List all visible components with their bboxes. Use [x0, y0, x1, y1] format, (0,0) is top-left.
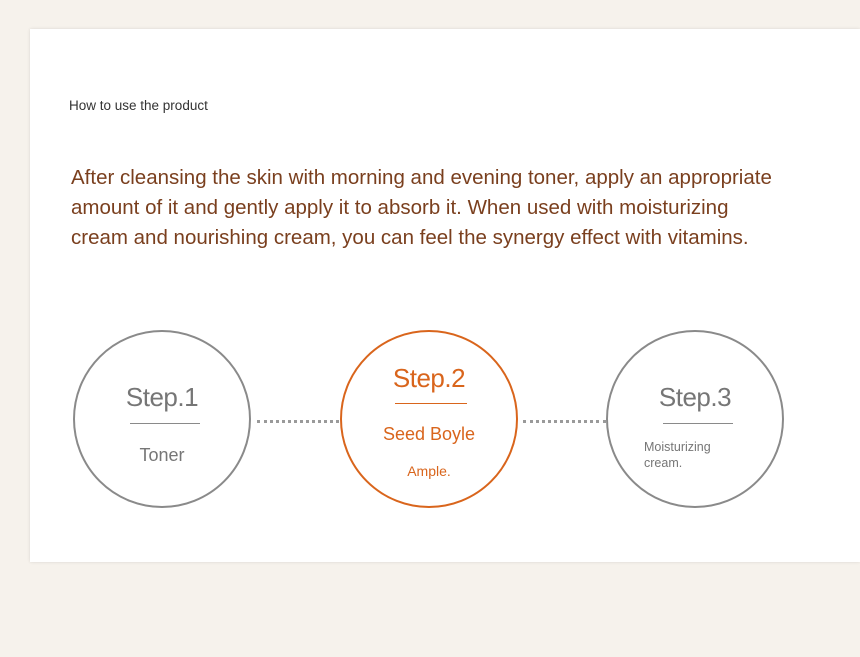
usage-card	[30, 29, 860, 562]
step-2-name: Seed Boyle	[382, 424, 476, 444]
step-1-divider	[130, 423, 200, 424]
section-label: How to use the product	[69, 98, 208, 113]
step-connector-1	[257, 420, 339, 423]
step-3-divider	[663, 423, 733, 424]
usage-description: After cleansing the skin with morning and evening toner, apply an appropriate amount of it and gently apply it to absorb it. When used with moisturizing cream and nourishing cream, you can feel the synergy effect with vitamins.	[71, 166, 772, 249]
step-3-circle	[606, 330, 784, 508]
step-1-circle	[73, 330, 251, 508]
step-3-title: Step.3	[658, 382, 732, 412]
step-1-title: Step.1	[125, 382, 199, 412]
step-connector-2	[523, 420, 606, 423]
step-2-circle	[340, 330, 518, 508]
step-1-name: Toner	[139, 445, 185, 465]
step-2-divider	[395, 403, 467, 404]
step-2-subtitle: Ample.	[407, 463, 451, 479]
step-2-title: Step.2	[392, 363, 466, 393]
step-3-note: Moisturizing cream.	[644, 440, 711, 470]
